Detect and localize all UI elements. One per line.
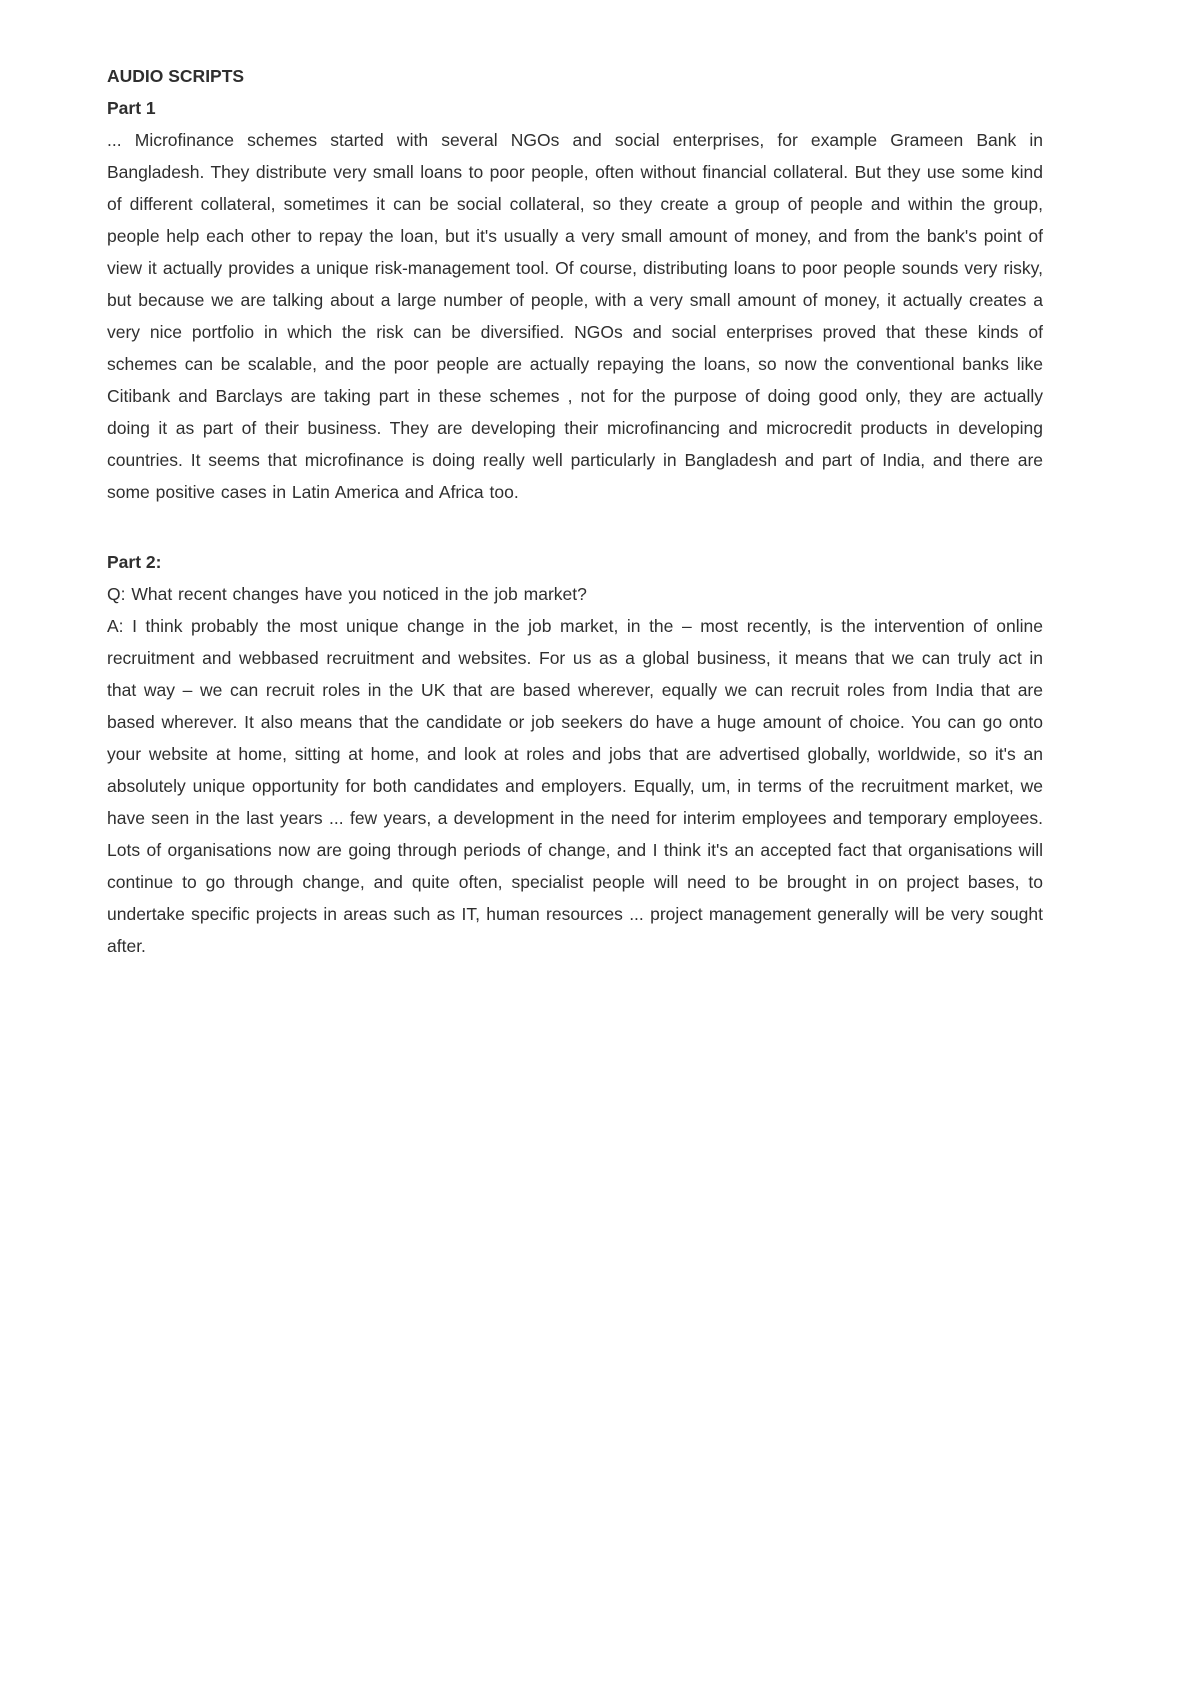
part-1-heading: Part 1 bbox=[107, 98, 156, 118]
part-1-paragraph: ... Microfinance schemes started with several NGOs and social enterprises, for example Grameen Bank in Bangladesh. They distribute very small loans to poor people, often without financial collateral. But they use some kind of different collateral, sometimes it can be social collateral, so they create a group of people and within the group, people help each other to repay the loan, but it's usually a very small amount of money, and from the bank's point of view it actually provides a unique risk-management tool. Of course, distributing loans to poor people sounds very risky, but because we are talking about a large number of people, with a very small amount of money, it actually creates a very nice portfolio in which the risk can be diversified. NGOs and social enterprises proved that these kinds of schemes can be scalable, and the poor people are actually repaying the loans, so now the conventional banks like Citibank and Barclays are taking part in these schemes , not for the purpose of doing good only, they are actually doing it as part of their business. They are developing their microfinancing and microcredit products in developing countries. It seems that microfinance is doing really well particularly in Bangladesh and part of India, and there are some positive cases in Latin America and Africa too. bbox=[107, 130, 1043, 502]
part-2-question: Q: What recent changes have you noticed in the job market? bbox=[107, 584, 587, 604]
part-2-heading: Part 2: bbox=[107, 552, 162, 572]
document-title: AUDIO SCRIPTS bbox=[107, 66, 245, 86]
part-2-answer: A: I think probably the most unique change in the job market, in the – most recently, is the intervention of online recruitment and webbased recruitment and websites. For us as a global business, it means that we can truly act in that way – we can recruit roles in the UK that are based wherever, equally we can recruit roles from India that are based wherever. It also means that the candidate or job seekers do have a huge amount of choice. You can go onto your website at home, sitting at home, and look at roles and jobs that are advertised globally, worldwide, so it's an absolutely unique opportunity for both candidates and employers. Equally, um, in terms of the recruitment market, we have seen in the last years ... few years, a development in the need for interim employees and temporary employees. Lots of organisations now are going through periods of change, and I think it's an accepted fact that organisations will continue to go through change, and quite often, specialist people will need to be brought in on project bases, to undertake specific projects in areas such as IT, human resources ... project management generally will be very sought after. bbox=[107, 616, 1043, 956]
section-part-2 bbox=[107, 546, 1043, 962]
section-part-1 bbox=[107, 92, 1043, 508]
document-page bbox=[107, 60, 1043, 962]
